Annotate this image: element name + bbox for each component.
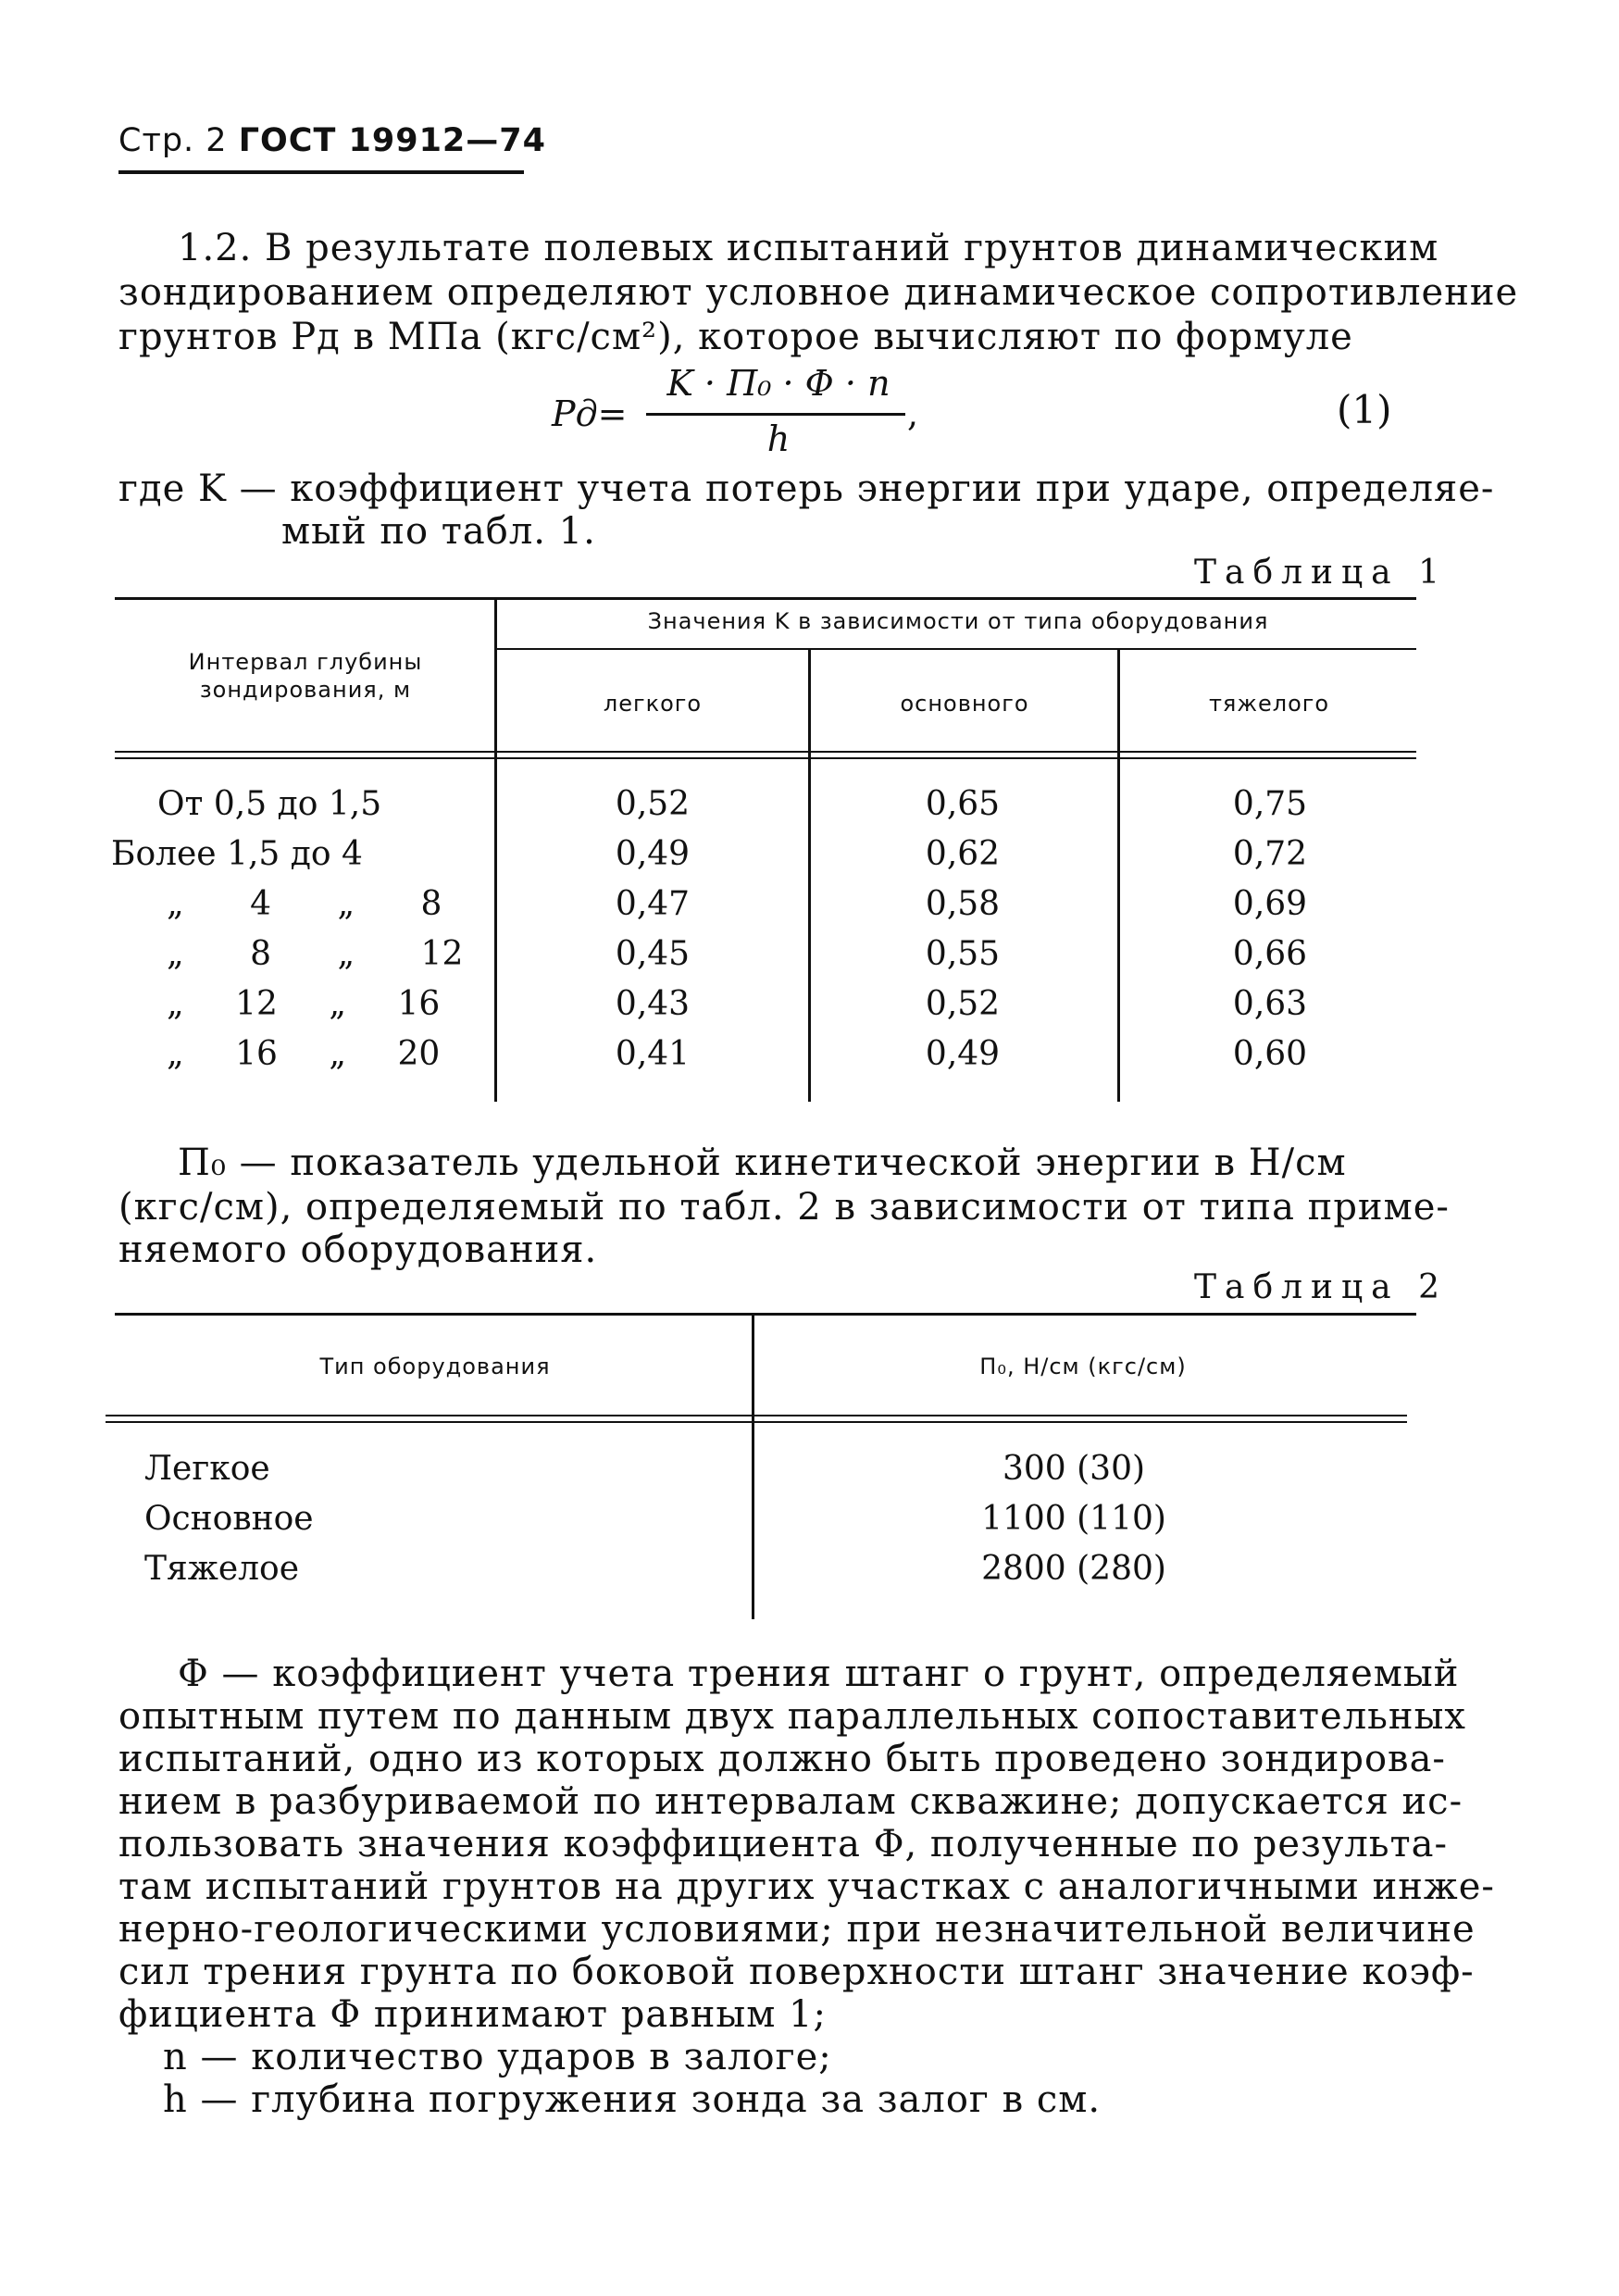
table1-head-rule-b (115, 757, 1416, 759)
where-k-line-2: мый по табл. 1. (281, 510, 596, 553)
table1-row-3-heavy: 0,69 (1232, 885, 1308, 923)
p0-line-3: няемого оборудования. (118, 1229, 598, 1271)
table1-group-rule (496, 648, 1416, 650)
table1-row-5-main: 0,52 (925, 985, 1001, 1023)
table1-row-1-light: 0,52 (615, 785, 691, 823)
table1-row-6-heavy: 0,60 (1232, 1035, 1308, 1073)
p0-line-1: П₀ — показатель удельной кинетической энергии в Н/см (178, 1142, 1347, 1184)
formula-comma: , (907, 393, 919, 434)
phi-line-8: сил трения грунта по боковой поверхности штанг значение коэф- (118, 1951, 1475, 1993)
phi-line-6: там испытаний грунтов на других участках с аналогичными инже- (118, 1866, 1495, 1908)
table1-row-5-interval: „ 12 „ 16 (167, 985, 441, 1023)
phi-line-7: нерно-геологическими условиями; при незначительной величине (118, 1908, 1476, 1951)
table1-subheader-heavy: тяжелого (1208, 691, 1330, 717)
page-header (118, 122, 546, 159)
page-label: Стр. 2 (118, 122, 228, 159)
table1-row-2-main: 0,62 (925, 835, 1001, 873)
standard-number: ГОСТ 19912—74 (238, 122, 546, 159)
phi-line-1: Φ — коэффициент учета трения штанг о грунт, определяемый (178, 1653, 1460, 1695)
table1-vline-1 (494, 600, 497, 1102)
table1-row-4-interval: „ 8 „ 12 (167, 935, 464, 973)
fraction-bar (646, 413, 905, 416)
phi-line-4: нием в разбуриваемой по интервалам скважине; допускается ис- (118, 1780, 1463, 1823)
formula-numerator: K · П₀ · Φ · n (666, 363, 890, 404)
table1-head-rule-a (115, 751, 1416, 753)
para-line-1: 1.2. В результате полевых испытаний грунтов динамическим (178, 227, 1439, 269)
table1-row-3-light: 0,47 (615, 885, 691, 923)
table1-subheader-main: основного (900, 691, 1029, 717)
table2-row-2-type: Основное (144, 1500, 314, 1538)
table1-depth-header: Интервал глубины зондирования, м (188, 649, 423, 703)
table2-row-2-value: 1100 (110) (981, 1500, 1166, 1538)
table2-head-rule-b (106, 1421, 1407, 1423)
table1-vline-2 (808, 650, 811, 1102)
table1-row-3-interval: „ 4 „ 8 (167, 885, 442, 923)
table1-row-6-interval: „ 16 „ 20 (167, 1035, 441, 1073)
table2-caption: Таблица 2 (1194, 1268, 1448, 1306)
table1-vline-3 (1117, 650, 1120, 1102)
table1-row-2-light: 0,49 (615, 835, 691, 873)
table1-row-1-main: 0,65 (925, 785, 1001, 823)
table2-row-3-type: Тяжелое (144, 1550, 299, 1588)
table1-row-4-heavy: 0,66 (1232, 935, 1308, 973)
table1-row-4-light: 0,45 (615, 935, 691, 973)
formula-lhs: Pд= (552, 393, 628, 434)
formula-denominator: h (766, 418, 791, 459)
where-k-line-1: где K — коэффициент учета потерь энергии при ударе, определяе- (118, 468, 1495, 510)
phi-line-5: пользовать значения коэффициента Φ, полученные по результа- (118, 1823, 1449, 1866)
p0-line-2: (кгс/см), определяемый по табл. 2 в зависимости от типа приме- (118, 1186, 1450, 1229)
table1-row-1-heavy: 0,75 (1232, 785, 1308, 823)
para-line-3: грунтов Pд в МПа (кгс/см²), которое вычисляют по формуле (118, 316, 1353, 358)
table1-row-4-main: 0,55 (925, 935, 1001, 973)
table1-caption: Таблица 1 (1194, 554, 1448, 592)
table1-row-6-main: 0,49 (925, 1035, 1001, 1073)
n-definition: n — количество ударов в залоге; (163, 2036, 832, 2078)
formula-number: (1) (1337, 387, 1392, 432)
table1-group-header: Значения K в зависимости от типа оборудования (647, 608, 1269, 634)
table1-row-6-light: 0,41 (615, 1035, 691, 1073)
table2-top-rule (115, 1313, 1416, 1316)
phi-line-3: испытаний, одно из которых должно быть проведено зондирова- (118, 1738, 1446, 1780)
phi-line-9: фициента Φ принимают равным 1; (118, 1993, 827, 2036)
para-line-2: зондированием определяют условное динамическое сопротивление (118, 271, 1519, 314)
table2-head-rule-a (106, 1415, 1407, 1416)
table1-row-1-interval: От 0,5 до 1,5 (157, 785, 382, 823)
h-definition: h — глубина погружения зонда за залог в см. (163, 2078, 1102, 2121)
table2-header-type: Тип оборудования (319, 1354, 551, 1379)
table2-header-value: П₀, Н/см (кгс/см) (979, 1354, 1187, 1379)
table1-top-rule (115, 597, 1416, 600)
table2-row-1-value: 300 (30) (1002, 1450, 1146, 1488)
table2-vline (752, 1316, 754, 1619)
table1-row-2-interval: Более 1,5 до 4 (111, 835, 363, 873)
table1-row-5-light: 0,43 (615, 985, 691, 1023)
table1-row-5-heavy: 0,63 (1232, 985, 1308, 1023)
header-rule (118, 170, 524, 174)
phi-line-2: опытным путем по данным двух параллельных сопоставительных (118, 1695, 1466, 1738)
table2-row-3-value: 2800 (280) (981, 1550, 1166, 1588)
table2-row-1-type: Легкое (144, 1450, 270, 1488)
table1-row-3-main: 0,58 (925, 885, 1001, 923)
table1-row-2-heavy: 0,72 (1232, 835, 1308, 873)
table1-subheader-light: легкого (603, 691, 703, 717)
